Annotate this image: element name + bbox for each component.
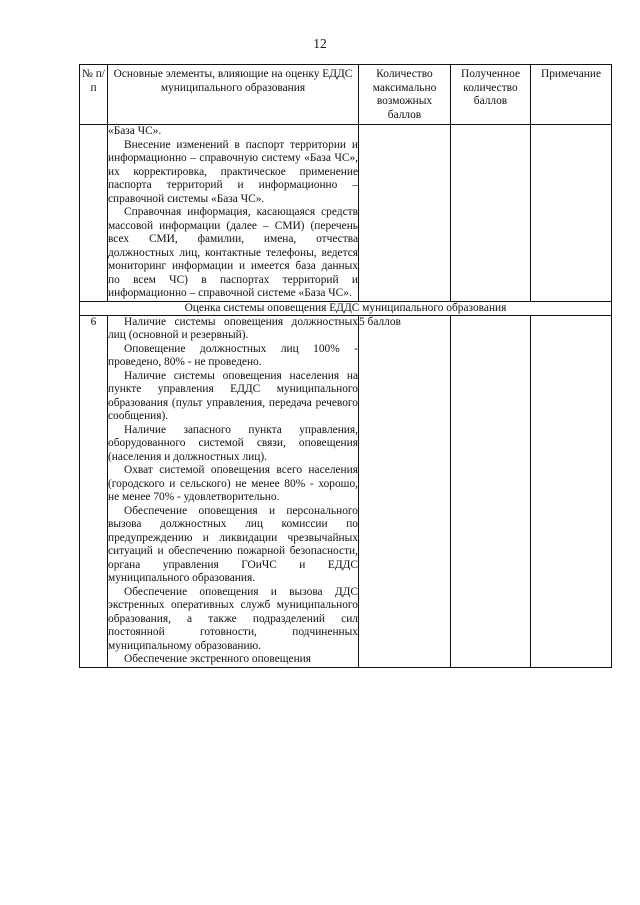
cell-elements-6 (108, 315, 359, 667)
header-note: Примечание (531, 65, 612, 125)
cell-note-6 (531, 315, 612, 667)
paragraph: Обеспечение экстренного оповещения (124, 653, 312, 665)
cell-note-continued (531, 125, 612, 302)
paragraph: Оповещение должностных лиц 100% - проведено, 80% - не проведено. (108, 342, 358, 368)
paragraph: Обеспечение оповещения и персонального вызова должностных лиц комиссии по предупреждению и ликвидации чрезвычайных ситуаций и обеспечению пожарной безопасности, органа управления ГОиЧС и ЕДДС муниципального образования. (108, 504, 358, 584)
cell-max-6: 5 баллов (359, 315, 451, 667)
page-number: 12 (313, 36, 327, 51)
table-header-row (80, 65, 612, 125)
paragraph: «База ЧС». (108, 125, 162, 137)
cell-elements-continued (108, 125, 359, 302)
paragraph: Охват системой оповещения всего населения (городского и сельского) не менее 80% - хорошо, не менее 70% - удовлетворительно. (108, 464, 358, 503)
section-row (80, 301, 612, 315)
cell-max-continued (359, 125, 451, 302)
paragraph: Справочная информация, касающаяся средств массовой информации (далее – СМИ) (перечень всех СМИ, фамилии, имена, отчества должностных лиц, контактные телефоны, ведется мониторинг информации и имеется база данных по всем ЧС) в паспортах территорий и информационно – справочной системе «База ЧС». (108, 206, 358, 299)
evaluation-table (79, 64, 612, 668)
paragraph: Наличие системы оповещения населения на пункте управления ЕДДС муниципального образования (пульт управления, передача речевого сообщения). (108, 369, 358, 422)
paragraph: Наличие системы оповещения должностных лиц (основной и резервный). (108, 315, 358, 341)
header-num: № п/п (80, 65, 108, 125)
paragraph: Обеспечение оповещения и вызова ДДС экстренных оперативных служб муниципального образования, а также подразделений сил постоянной готовности, подчиненных муниципальному образованию. (108, 585, 358, 652)
cell-num-continued (80, 125, 108, 302)
cell-num-6: 6 (80, 315, 108, 667)
section-title: Оценка системы оповещения ЕДДС муниципального образования (80, 301, 612, 315)
paragraph: Внесение изменений в паспорт территории и информационно – справочную систему «База ЧС», их корректировка, практическое применение паспорта территорий и информационно – справочной системы «База ЧС». (108, 138, 358, 205)
table-row-6 (80, 315, 612, 667)
header-received-points: Полученное количество баллов (451, 65, 531, 125)
header-max-points: Количество максимально возможных баллов (359, 65, 451, 125)
header-elements: Основные элементы, влияющие на оценку ЕДДС муниципального образования (108, 65, 359, 125)
table-row-continued (80, 125, 612, 302)
cell-received-continued (451, 125, 531, 302)
cell-received-6 (451, 315, 531, 667)
paragraph: Наличие запасного пункта управления, оборудованного системой связи, оповещения (населения и должностных лиц). (108, 423, 358, 463)
